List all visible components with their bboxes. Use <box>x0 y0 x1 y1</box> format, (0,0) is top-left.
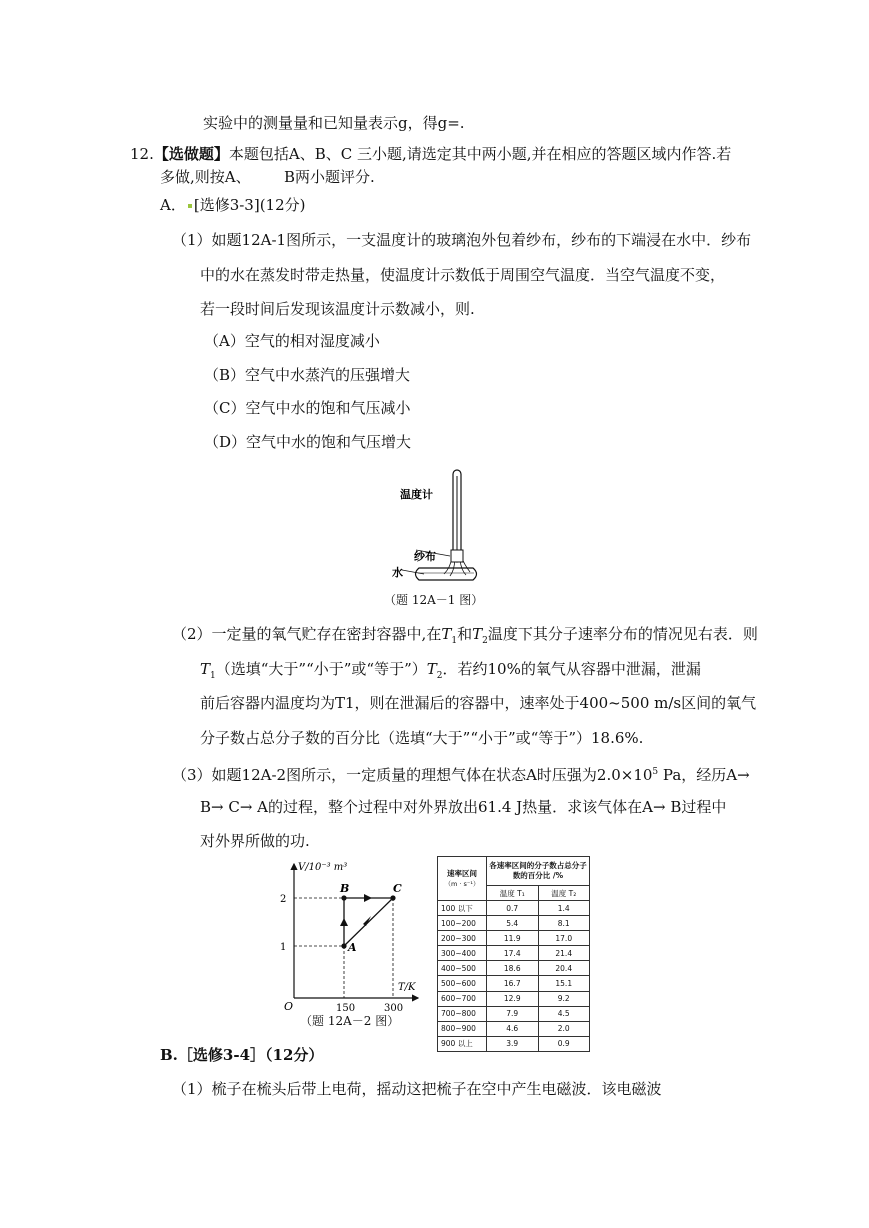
a3-line3: 对外界所做的功. <box>200 832 310 850</box>
b1-line1: （1）梳子在梳头后带上电荷，摇动这把梳子在空中产生电磁波．该电磁波 <box>172 1080 662 1098</box>
water-label: 水 <box>392 566 403 579</box>
table-row: 200~300 11.9 17.0 <box>438 931 590 946</box>
table-t1-header: 温度 T₁ <box>487 886 539 901</box>
point-c-label: C <box>393 882 402 895</box>
question-number: 12. <box>130 145 154 163</box>
x-tick-300: 300 <box>384 1003 404 1014</box>
carryover-line: 实验中的测量量和已知量表示g，得g=. <box>203 114 465 132</box>
a2-line1: （2）一定量的氧气贮存在密封容器中,在$T_1$和$T_2$温度下其分子速率分布的情况见右表．则 <box>172 625 758 646</box>
a1-line2: 中的水在蒸发时带走热量，使温度计示数低于周围空气温度．当空气温度不变， <box>200 266 726 284</box>
a2-line3: 前后容器内温度均为T1，则在泄漏后的容器中，速率处于400~500 m/s区间的氧气 <box>200 694 757 712</box>
origin-label: O <box>284 1000 294 1013</box>
x-axis-label: T/K <box>398 982 416 993</box>
y-tick-1: 1 <box>280 942 287 953</box>
option-d: （D）空气中水的饱和气压增大 <box>204 433 412 451</box>
a2-line2: $T_1$（选填“大于”“小于”或“等于$”)T_2$．若约10%的氧气从容器中泄漏，泄漏 <box>200 660 701 681</box>
table-row: 300~400 17.4 21.4 <box>438 946 590 961</box>
thermometer-figure <box>380 464 500 594</box>
table-row: 100 以下 0.7 1.4 <box>438 901 590 916</box>
table-col1-header: 速率区间 （m · s⁻¹） <box>438 857 487 901</box>
vt-diagram <box>276 856 426 1016</box>
comment-marker-icon <box>188 204 192 208</box>
question-12-line1 <box>130 144 731 164</box>
option-b: （B）空气中水蒸汽的压强增大 <box>204 366 411 384</box>
table-row: 400~500 18.6 20.4 <box>438 961 590 976</box>
part-a-heading: A． [选修3-3](12分) <box>160 196 306 214</box>
a3-line1: （3）如题12A-2图所示，一定质量的理想气体在状态A时压强为$2.0\times 10^5$ Pa，经历A→ <box>172 766 750 784</box>
thermometer-label: 温度计 <box>400 488 433 501</box>
table-row: 600~700 12.9 9.2 <box>438 991 590 1006</box>
gauze-label: 纱布 <box>414 550 436 563</box>
y-axis-label: V/10⁻³ m³ <box>298 862 348 873</box>
question-text: 本题包括A、B、C 三小题,请选定其中两小题,并在相应的答题区域内作答.若 <box>228 145 732 163</box>
part-b-heading: B.［选修3-4］（12分） <box>160 1046 324 1064</box>
table-col2-header: 各速率区间的分子数占总分子数的百分比 /% <box>487 857 590 886</box>
a2-line4: 分子数占总分子数的百分比（选填“大于”“小于”或“等于”）18.6%. <box>200 729 644 747</box>
x-tick-150: 150 <box>336 1003 356 1014</box>
table-row: 900 以上 3.9 0.9 <box>438 1036 590 1051</box>
table-row: 700~800 7.9 4.5 <box>438 1006 590 1021</box>
point-a-label: A <box>348 941 357 954</box>
table-row: 800~900 4.6 2.0 <box>438 1021 590 1036</box>
a3-line2: B→ C→ A的过程，整个过程中对外界放出61.4 J热量．求该气体在A→ B过程中 <box>200 798 727 816</box>
point-b-label: B <box>340 882 350 895</box>
a1-line1: （1）如题12A-1图所示，一支温度计的玻璃泡外包着纱布，纱布的下端浸在水中．纱布 <box>172 231 752 249</box>
y-tick-2: 2 <box>280 894 287 905</box>
table-t2-header: 温度 T₂ <box>538 886 590 901</box>
question-12-line2: 多做,则按A、 B两小题评分. <box>160 168 375 186</box>
question-title: 【选做题】 <box>153 145 229 163</box>
a1-line3: 若一段时间后发现该温度计示数减小，则. <box>200 300 475 318</box>
figure-1-caption: （题 12A－1 图） <box>384 593 484 607</box>
speed-distribution-table <box>437 856 590 1052</box>
option-a: （A）空气的相对湿度减小 <box>204 332 380 350</box>
table-row: 500~600 16.7 15.1 <box>438 976 590 991</box>
table-row: 100~200 5.4 8.1 <box>438 916 590 931</box>
option-c: （C）空气中水的饱和气压减小 <box>204 399 411 417</box>
figure-2-caption: （题 12A－2 图） <box>300 1014 400 1028</box>
